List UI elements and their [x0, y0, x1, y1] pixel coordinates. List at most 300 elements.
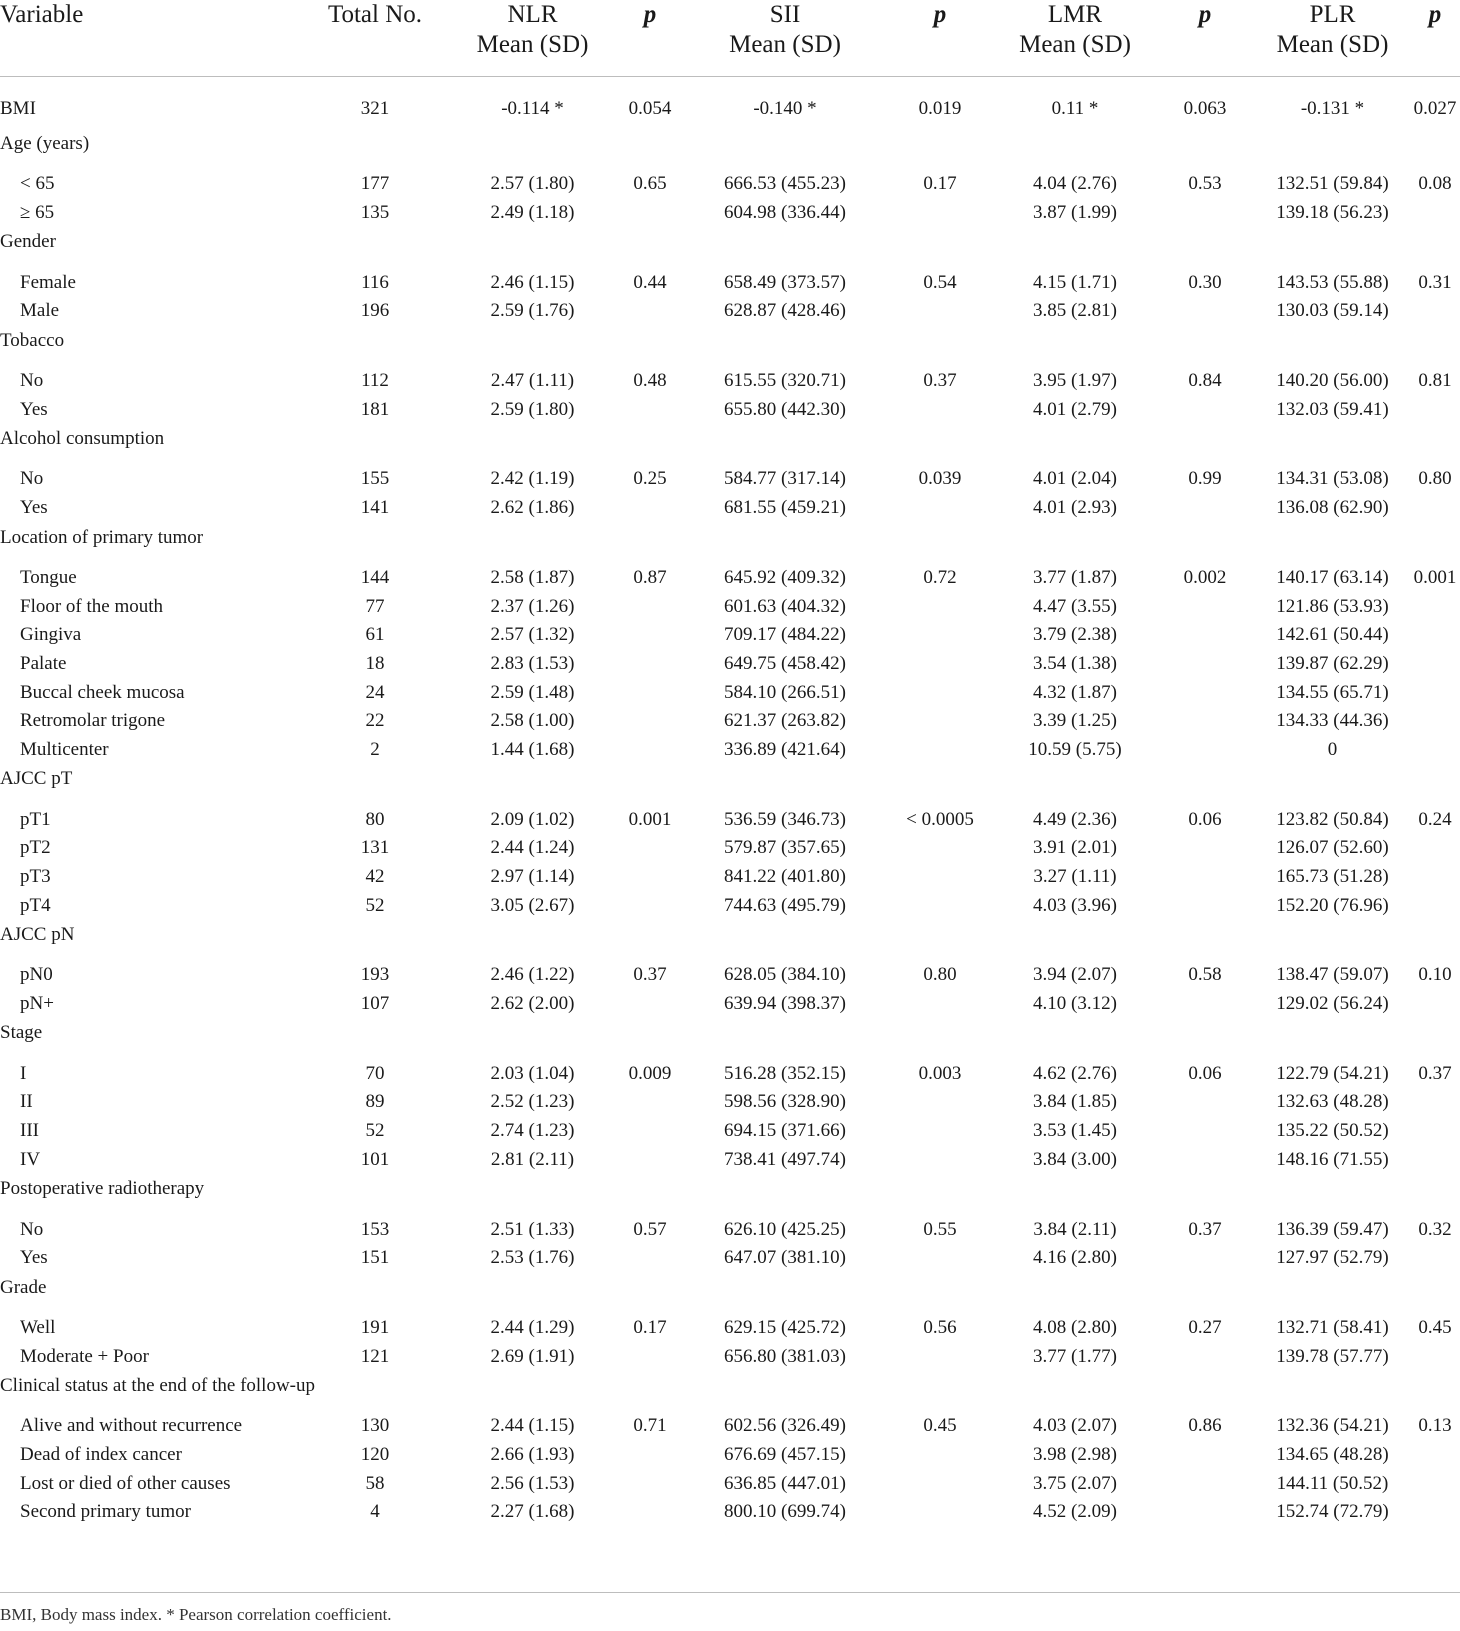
cell-total: 177: [360, 173, 390, 195]
cell-p2: [885, 863, 995, 892]
cell-p1: [615, 1244, 685, 1273]
table-row: [0, 268, 1460, 297]
cell-p3: [1155, 297, 1255, 326]
cell-p4: [1410, 1146, 1460, 1175]
cell-p4: [1410, 1117, 1460, 1146]
cell-p3: [1155, 494, 1255, 523]
cell-sii: 516.28 (352.15): [724, 1062, 846, 1084]
cell-plr: 148.16 (71.55): [1276, 1148, 1389, 1170]
cell-total: 101: [360, 1148, 390, 1170]
category-label: AJCC pT: [0, 768, 73, 790]
table-row: [0, 1244, 1460, 1273]
header-variable: Variable: [0, 0, 300, 77]
row-label: Yes: [20, 1247, 48, 1269]
cell-p4: 0.37: [1418, 1062, 1452, 1084]
cell-p4: [1410, 1244, 1460, 1273]
row-label: pT4: [20, 894, 51, 916]
cell-p1: [615, 650, 685, 679]
cell-sii: 656.80 (381.03): [724, 1345, 846, 1367]
cell-lmr: 3.95 (1.97): [1033, 370, 1117, 392]
cell-p2: [885, 990, 995, 1019]
cell-sii: 628.87 (428.46): [724, 300, 846, 322]
cell-p1: 0.001: [628, 808, 672, 830]
cell-nlr: 2.59 (1.76): [490, 300, 575, 322]
cell-p3: [1155, 678, 1255, 707]
cell-total: 89: [365, 1091, 385, 1113]
cell-p1: [615, 1342, 685, 1371]
cell-nlr: 1.44 (1.68): [490, 738, 575, 760]
cell-total: 22: [365, 710, 385, 732]
row-label: Floor of the mouth: [20, 595, 164, 617]
cell-p4: [1410, 736, 1460, 765]
cell-p4: 0.13: [1418, 1415, 1452, 1437]
row-label: Tongue: [20, 566, 77, 588]
cell-p2: 0.56: [923, 1316, 957, 1338]
cell-lmr: 3.84 (3.00): [1033, 1148, 1117, 1170]
row-label: Yes: [20, 497, 48, 519]
cell-total: 77: [365, 595, 385, 617]
cell-sii: 639.94 (398.37): [724, 993, 846, 1015]
cell-lmr: 4.04 (2.76): [1033, 173, 1117, 195]
table-body: [0, 77, 1460, 1527]
cell-p4: 0.001: [1413, 566, 1457, 588]
cell-lmr: 3.84 (1.85): [1033, 1091, 1117, 1113]
table-row: [0, 1498, 1460, 1527]
category-row: [0, 764, 1460, 805]
cell-p3: [1155, 1146, 1255, 1175]
cell-nlr: 2.52 (1.23): [490, 1091, 575, 1113]
cell-plr: 165.73 (51.28): [1276, 866, 1389, 888]
cell-nlr: 2.27 (1.68): [490, 1501, 575, 1523]
cell-nlr: 2.56 (1.53): [490, 1472, 575, 1494]
cell-nlr: 2.62 (2.00): [490, 993, 575, 1015]
table-row: [0, 465, 1460, 494]
cell-p1: 0.054: [628, 98, 672, 119]
cell-p4: [1410, 1498, 1460, 1527]
cell-lmr: 4.01 (2.93): [1033, 497, 1117, 519]
cell-total: 121: [360, 1345, 390, 1367]
cell-plr: 132.51 (59.84): [1276, 173, 1389, 195]
cell-p2: [885, 736, 995, 765]
category-row: [0, 424, 1460, 465]
cell-plr: 138.47 (59.07): [1276, 964, 1389, 986]
cell-plr: 140.20 (56.00): [1276, 370, 1389, 392]
cell-nlr: 3.05 (2.67): [490, 894, 575, 916]
table-row: [0, 1215, 1460, 1244]
cell-plr: 144.11 (50.52): [1276, 1472, 1389, 1494]
cell-lmr: 3.87 (1.99): [1033, 202, 1117, 224]
table-row: [0, 199, 1460, 228]
cell-p1: 0.71: [633, 1415, 667, 1437]
category-row: [0, 1018, 1460, 1059]
cell-sii: 598.56 (328.90): [724, 1091, 846, 1113]
table-row: [0, 834, 1460, 863]
cell-plr: 132.71 (58.41): [1276, 1316, 1389, 1338]
cell-p2: [885, 592, 995, 621]
table-row: [0, 1441, 1460, 1470]
cell-p1: [615, 1469, 685, 1498]
category-label: Postoperative radiotherapy: [0, 1178, 205, 1200]
table-row: [0, 707, 1460, 736]
cell-p4: 0.027: [1413, 98, 1457, 119]
cell-p3: 0.37: [1188, 1218, 1222, 1240]
cell-total: 131: [360, 837, 390, 859]
cell-plr: 152.74 (72.79): [1276, 1501, 1389, 1523]
cell-lmr: 3.53 (1.45): [1033, 1120, 1117, 1142]
cell-sii: 584.10 (266.51): [724, 681, 846, 703]
cell-p3: [1155, 990, 1255, 1019]
cell-nlr: 2.37 (1.26): [490, 595, 575, 617]
cell-lmr: 3.54 (1.38): [1033, 652, 1117, 674]
cell-plr: 134.65 (48.28): [1276, 1443, 1389, 1465]
cell-p1: 0.44: [633, 271, 667, 293]
cell-p2: 0.72: [923, 566, 957, 588]
row-label: pT3: [20, 866, 51, 888]
cell-nlr: 2.53 (1.76): [490, 1247, 575, 1269]
row-label: ≥ 65: [20, 202, 55, 224]
cell-nlr: 2.44 (1.29): [490, 1316, 575, 1338]
table-row: [0, 1314, 1460, 1343]
cell-p1: [615, 1088, 685, 1117]
category-label: Gender: [0, 231, 56, 253]
cell-plr: 134.31 (53.08): [1276, 468, 1389, 490]
cell-p2: [885, 650, 995, 679]
row-label: No: [20, 468, 44, 490]
cell-p2: [885, 1498, 995, 1527]
cell-sii: 666.53 (455.23): [724, 173, 846, 195]
cell-sii: 645.92 (409.32): [724, 566, 846, 588]
cell-total: 2: [370, 738, 380, 760]
cell-p2: [885, 621, 995, 650]
cell-sii: 649.75 (458.42): [724, 652, 846, 674]
cell-plr: 122.79 (54.21): [1276, 1062, 1389, 1084]
cell-p1: [615, 1441, 685, 1470]
cell-lmr: 3.27 (1.11): [1033, 866, 1117, 888]
row-label: Male: [20, 300, 60, 322]
header-sii: SII Mean (SD): [685, 0, 885, 77]
cell-p4: 0.31: [1418, 271, 1452, 293]
cell-p4: 0.32: [1418, 1218, 1452, 1240]
cell-p1: 0.37: [633, 964, 667, 986]
cell-nlr: 2.83 (1.53): [490, 652, 575, 674]
cell-p4: [1410, 1342, 1460, 1371]
cell-p3: [1155, 592, 1255, 621]
cell-p2: [885, 678, 995, 707]
category-label: Tobacco: [0, 329, 65, 351]
cell-p2: [885, 707, 995, 736]
cell-sii: 629.15 (425.72): [724, 1316, 846, 1338]
cell-p2: [885, 1146, 995, 1175]
cell-p1: [615, 621, 685, 650]
cell-plr: 127.97 (52.79): [1276, 1247, 1389, 1269]
cell-lmr: 4.52 (2.09): [1033, 1501, 1117, 1523]
table-row: [0, 990, 1460, 1019]
cell-p3: [1155, 1342, 1255, 1371]
cell-p2: [885, 891, 995, 920]
cell-p2: [885, 1088, 995, 1117]
table-row: [0, 592, 1460, 621]
row-label: Yes: [20, 398, 48, 420]
table-row: [0, 1342, 1460, 1371]
table-row: [0, 1059, 1460, 1088]
cell-sii: 681.55 (459.21): [724, 497, 846, 519]
cell-nlr: 2.59 (1.80): [490, 398, 575, 420]
category-label: AJCC pN: [0, 924, 75, 946]
row-label: Palate: [20, 652, 67, 674]
cell-p1: 0.48: [633, 370, 667, 392]
row-label: pT1: [20, 808, 51, 830]
cell-nlr: 2.58 (1.00): [490, 710, 575, 732]
cell-plr: 130.03 (59.14): [1276, 300, 1389, 322]
cell-p4: [1410, 395, 1460, 424]
cell-nlr: 2.59 (1.48): [490, 681, 575, 703]
cell-p2: [885, 297, 995, 326]
table-row: [0, 170, 1460, 199]
category-row: [0, 326, 1460, 367]
cell-plr: 143.53 (55.88): [1276, 271, 1389, 293]
cell-plr: 140.17 (63.14): [1276, 566, 1389, 588]
header-nlr: NLR Mean (SD): [450, 0, 615, 77]
cell-plr: 142.61 (50.44): [1276, 624, 1389, 646]
cell-p3: 0.27: [1188, 1316, 1222, 1338]
category-row: [0, 523, 1460, 564]
cell-nlr: 2.46 (1.15): [490, 271, 575, 293]
table-row: [0, 494, 1460, 523]
cell-p2: [885, 834, 995, 863]
cell-lmr: 4.49 (2.36): [1033, 808, 1117, 830]
cell-p3: [1155, 1469, 1255, 1498]
cell-nlr: 2.58 (1.87): [490, 566, 575, 588]
cell-total: 196: [360, 300, 390, 322]
row-label: Multicenter: [20, 738, 109, 760]
cell-p3: [1155, 1088, 1255, 1117]
cell-total: 191: [360, 1316, 390, 1338]
cell-p4: 0.10: [1418, 964, 1452, 986]
cell-plr: 123.82 (50.84): [1276, 808, 1389, 830]
cell-p4: [1410, 891, 1460, 920]
category-row: [0, 1273, 1460, 1314]
cell-sii: 658.49 (373.57): [724, 271, 846, 293]
cell-plr: 139.18 (56.23): [1276, 202, 1389, 224]
cell-lmr: 4.47 (3.55): [1033, 595, 1117, 617]
category-label: Stage: [0, 1022, 43, 1044]
cell-p4: [1410, 707, 1460, 736]
cell-p1: 0.87: [633, 566, 667, 588]
table-row: [0, 297, 1460, 326]
header-p-plr: p: [1410, 0, 1460, 77]
cell-total: 42: [365, 866, 385, 888]
cell-plr: 132.03 (59.41): [1276, 398, 1389, 420]
cell-plr: 136.08 (62.90): [1276, 497, 1389, 519]
cell-p3: [1155, 1498, 1255, 1527]
cell-p1: [615, 1117, 685, 1146]
cell-plr: 132.63 (48.28): [1276, 1091, 1389, 1113]
cell-p1: [615, 592, 685, 621]
row-label: pN+: [20, 993, 54, 1015]
cell-p4: 0.08: [1418, 173, 1452, 195]
table-row: [0, 564, 1460, 593]
row-label: Gingiva: [20, 624, 82, 646]
cell-sii: 676.69 (457.15): [724, 1443, 846, 1465]
cell-lmr: 4.16 (2.80): [1033, 1247, 1117, 1269]
category-label: Grade: [0, 1276, 47, 1298]
cell-sii: 336.89 (421.64): [724, 738, 846, 760]
cell-p3: [1155, 1441, 1255, 1470]
cell-p1: [615, 891, 685, 920]
cell-p2: [885, 494, 995, 523]
cell-nlr: 2.74 (1.23): [490, 1120, 575, 1142]
cell-nlr: 2.46 (1.22): [490, 964, 575, 986]
row-label: No: [20, 1218, 44, 1240]
cell-p1: 0.009: [628, 1062, 672, 1084]
footnote: BMI, Body mass index. * Pearson correlation coefficient.: [0, 1605, 392, 1624]
cell-plr: 152.20 (76.96): [1276, 894, 1389, 916]
cell-lmr: 3.98 (2.98): [1033, 1443, 1117, 1465]
cell-p1: 0.17: [633, 1316, 667, 1338]
cell-plr: 134.55 (65.71): [1276, 681, 1389, 703]
cell-nlr: 2.03 (1.04): [490, 1062, 575, 1084]
cell-p3: [1155, 650, 1255, 679]
row-label: Buccal cheek mucosa: [20, 681, 185, 703]
category-label: Location of primary tumor: [0, 526, 204, 548]
category-label: Clinical status at the end of the follow-up: [0, 1374, 316, 1396]
cell-total: 151: [360, 1247, 390, 1269]
cell-total: 141: [360, 497, 390, 519]
cell-lmr: 4.08 (2.80): [1033, 1316, 1117, 1338]
cell-lmr: 3.84 (2.11): [1033, 1218, 1117, 1240]
cell-p3: [1155, 621, 1255, 650]
cell-p3: 0.06: [1188, 1062, 1222, 1084]
cell-sii: 694.15 (371.66): [724, 1120, 846, 1142]
cell-nlr: 2.44 (1.15): [490, 1415, 575, 1437]
bottom-rule: [0, 1592, 1460, 1593]
cell-plr: -0.131 *: [1300, 98, 1365, 119]
table-row: [0, 395, 1460, 424]
cell-nlr: -0.114 *: [501, 98, 564, 119]
cell-p2: < 0.0005: [906, 808, 974, 830]
cell-lmr: 4.10 (3.12): [1033, 993, 1117, 1015]
row-label: Female: [20, 271, 76, 293]
cell-nlr: 2.51 (1.33): [490, 1218, 575, 1240]
cell-p2: 0.54: [923, 271, 957, 293]
cell-nlr: 2.57 (1.80): [490, 173, 575, 195]
cell-p2: [885, 1117, 995, 1146]
cell-lmr: 3.85 (2.81): [1033, 300, 1117, 322]
table-row: [0, 1146, 1460, 1175]
cell-p4: 0.80: [1418, 468, 1452, 490]
header-p-sii: p: [885, 0, 995, 77]
cell-p3: [1155, 395, 1255, 424]
cell-lmr: 4.62 (2.76): [1033, 1062, 1117, 1084]
table-row: [0, 678, 1460, 707]
cell-p1: 0.57: [633, 1218, 667, 1240]
cell-lmr: 3.91 (2.01): [1033, 837, 1117, 859]
cell-p1: [615, 736, 685, 765]
header-lmr: LMR Mean (SD): [995, 0, 1155, 77]
cell-p2: 0.55: [923, 1218, 957, 1240]
cell-total: 52: [365, 894, 385, 916]
cell-p1: [615, 1146, 685, 1175]
cell-p3: [1155, 736, 1255, 765]
cell-total: 70: [365, 1062, 385, 1084]
cell-total: 135: [360, 202, 390, 224]
cell-sii: 628.05 (384.10): [724, 964, 846, 986]
cell-sii: 604.98 (336.44): [724, 202, 846, 224]
table-row: [0, 650, 1460, 679]
row-label: Second primary tumor: [20, 1501, 191, 1523]
cell-plr: 135.22 (50.52): [1276, 1120, 1389, 1142]
cell-plr: 136.39 (59.47): [1276, 1218, 1389, 1240]
cell-p1: [615, 494, 685, 523]
category-row: [0, 129, 1460, 170]
row-label: pN0: [20, 964, 53, 986]
cell-p4: [1410, 1469, 1460, 1498]
cell-lmr: 3.77 (1.87): [1033, 566, 1117, 588]
cell-total: 193: [360, 964, 390, 986]
category-row: [0, 227, 1460, 268]
table-row: [0, 891, 1460, 920]
cell-p3: 0.53: [1188, 173, 1222, 195]
row-label: IV: [20, 1148, 41, 1170]
cell-p2: 0.17: [923, 173, 957, 195]
table-row: [0, 863, 1460, 892]
cell-plr: 139.78 (57.77): [1276, 1345, 1389, 1367]
cell-total: 61: [365, 624, 385, 646]
cell-sii: 621.37 (263.82): [724, 710, 846, 732]
cell-sii: 579.87 (357.65): [724, 837, 846, 859]
cell-sii: 744.63 (495.79): [724, 894, 846, 916]
category-row: [0, 1174, 1460, 1215]
row-label: Dead of index cancer: [20, 1443, 182, 1465]
cell-total: 144: [360, 566, 390, 588]
table-row: [0, 1117, 1460, 1146]
cell-p3: 0.30: [1188, 271, 1222, 293]
cell-p4: 0.81: [1418, 370, 1452, 392]
cell-p2: 0.003: [918, 1062, 962, 1084]
cell-p4: [1410, 1441, 1460, 1470]
cell-total: 321: [360, 98, 390, 119]
category-row: [0, 1371, 1460, 1412]
cell-lmr: 4.01 (2.04): [1033, 468, 1117, 490]
header-plr: PLR Mean (SD): [1255, 0, 1410, 77]
cell-total: 155: [360, 468, 390, 490]
cell-p3: [1155, 891, 1255, 920]
cell-nlr: 2.62 (1.86): [490, 497, 575, 519]
cell-p4: 0.45: [1418, 1316, 1452, 1338]
cell-p3: [1155, 707, 1255, 736]
cell-p3: [1155, 834, 1255, 863]
cell-p4: [1410, 199, 1460, 228]
cell-lmr: 4.32 (1.87): [1033, 681, 1117, 703]
row-label: Lost or died of other causes: [20, 1472, 231, 1494]
row-label: Moderate + Poor: [20, 1345, 149, 1367]
cell-p1: [615, 834, 685, 863]
cell-sii: 615.55 (320.71): [724, 370, 846, 392]
cell-lmr: 10.59 (5.75): [1028, 738, 1122, 760]
cell-plr: 139.87 (62.29): [1276, 652, 1389, 674]
row-label: II: [20, 1091, 33, 1113]
row-label: Alive and without recurrence: [20, 1415, 243, 1437]
cell-sii: -0.140 *: [753, 98, 817, 119]
cell-p4: [1410, 1088, 1460, 1117]
table-row: [0, 77, 1460, 130]
table-row: [0, 1088, 1460, 1117]
table-row: [0, 1469, 1460, 1498]
cell-p2: [885, 1469, 995, 1498]
table-row: [0, 961, 1460, 990]
cell-p1: [615, 990, 685, 1019]
cell-p1: [615, 678, 685, 707]
